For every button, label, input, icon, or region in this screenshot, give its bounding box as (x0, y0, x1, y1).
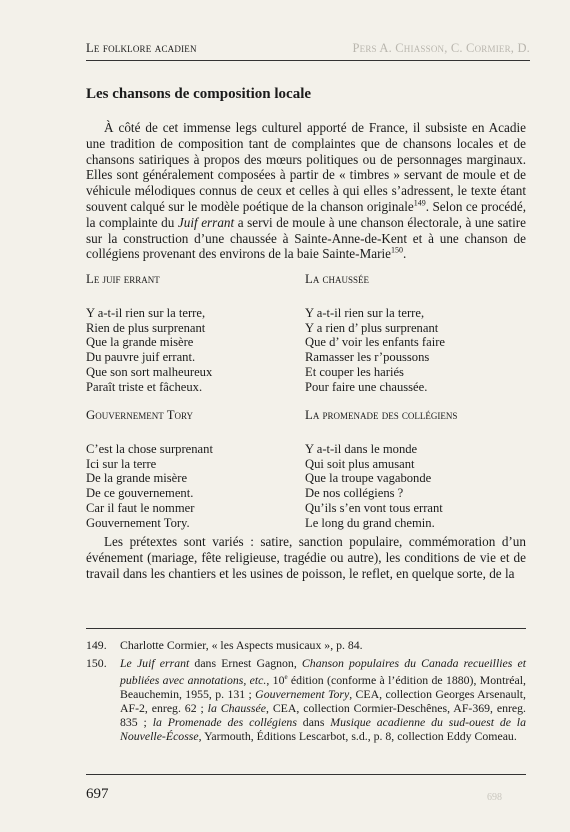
footnote-number: 149. (86, 638, 107, 652)
fn-span: , CEA, collection Georges Arsenault, AF-2, enreg. 62 ; (120, 686, 526, 715)
song-line: Que d’ voir les enfants faire (305, 335, 445, 350)
song-title: Le juif errant (86, 272, 160, 286)
song-line: Car il faut le nommer (86, 500, 195, 515)
fn-span: dans Ernest Gagnon, (189, 656, 302, 670)
song-line: De la grande misère (86, 471, 188, 486)
song-line: De nos collégiens ? (305, 486, 404, 501)
song-title: La promenade des collégiens (305, 408, 458, 422)
intro-text-1: À côté de cet immense legs culturel apporté de France, il subsiste en Acadie une tradition de composition tant de complaintes que de chansons locales et de chansons satiriques à propos des mœurs politiques ou de personnages marginaux. Elles sont généralement composées à partir de « timbres » servant de moule et de véhicule mélodiques connus de ceux et celles à qui elles s’adressent, le texte étant souvent calqué sur le modèle poétique de la chanson originale (86, 120, 526, 214)
song-title: La chaussée (305, 272, 370, 286)
paragraph-pretextes (86, 534, 526, 581)
song-line: Rien de plus surprenant (86, 320, 206, 335)
song-line: Y a-t-il rien sur la terre, (305, 305, 425, 320)
fn-span: , Yarmouth, Éditions Lescarbot, s.d., p. 8, collection Eddy Comeau. (198, 728, 517, 743)
song-line: C’est la chose surprenant (86, 441, 213, 456)
song-juif-errant (86, 272, 212, 395)
song-line: Paraît triste et fâcheux. (86, 379, 203, 394)
running-header (86, 38, 530, 61)
footnote-separator (86, 628, 526, 629)
intro-text-2: . Selon ce procédé, la complainte du (86, 198, 526, 230)
pretextes-text: Les prétextes sont variés : satire, sanction populaire, commémoration d’un événement (mariage, fête religieuse, tragédie ou autre), les conditions de vie et de travail dans les chantiers et les usines de poisson, le reflet, en quelque sorte, de la (86, 534, 526, 581)
fn-italic: Le Juif errant (120, 656, 190, 670)
fn-sup: e (284, 673, 288, 681)
running-header-ghost: Pers A. Chiasson, C. Cormier, D. (352, 41, 530, 55)
fn-span: , CEA, collection Cormier-Deschênes, AF-369, enreg. 835 ; (120, 700, 527, 729)
paragraph-intro (86, 120, 526, 262)
page-number: 697 (86, 786, 109, 802)
fn-span: , 10 (266, 672, 285, 687)
footnote-text: Charlotte Cormier, « les Aspects musicaux », p. 84. (120, 638, 363, 652)
song-line: Y a-t-il rien sur la terre, (86, 305, 206, 320)
song-line: Qui soit plus amusant (305, 456, 415, 471)
footnote-150 (86, 656, 526, 743)
song-line: Que la troupe vagabonde (305, 471, 432, 486)
footer-rule (86, 774, 526, 775)
fn-italic: Chanson populaires du Canada recueillies et publiées avec annotations, etc. (120, 656, 526, 687)
song-line: Gouvernement Tory. (86, 515, 190, 530)
song-line: De ce gouvernement. (86, 486, 194, 501)
intro-text-3: a servi de moule à une chanson électorale, à une satire sur la construction d’une chaussée à Sainte-Anne-de-Kent et à une chanson de collégiens provenant des environs de la baie Sainte-Marie (86, 214, 527, 262)
song-title: Gouvernement Tory (86, 408, 194, 422)
song-line: Le long du grand chemin. (305, 515, 435, 530)
song-line: Ramasser les r’poussons (305, 350, 430, 365)
footnote-ref-149: 149 (413, 198, 426, 208)
footnote-number: 150. (86, 656, 107, 670)
fn-italic: la Promenade des collégiens (152, 714, 297, 729)
song-la-chaussee (305, 272, 445, 395)
song-gouvernement-tory (86, 408, 213, 531)
song-line: Du pauvre juif errant. (86, 350, 196, 365)
section-title: Les chansons de composition locale (86, 86, 312, 102)
fn-italic: Musique acadienne du sud-ouest de la Nouvelle-Écosse (120, 714, 526, 743)
fn-span: dans (296, 714, 331, 729)
footnote-ref-150: 150 (391, 245, 404, 255)
song-line: Que son sort malheureux (86, 364, 213, 379)
song-line: Que la grande misère (86, 335, 194, 350)
footnote-149 (86, 638, 526, 652)
song-line: Y a-t-il dans le monde (305, 441, 418, 456)
song-line: Ici sur la terre (86, 456, 157, 471)
running-header-title: Le folklore acadien (86, 41, 197, 55)
song-promenade-collegiens (305, 408, 457, 531)
fn-span: édition (conforme à l’édition de 1880), Montréal, Beauchemin, 1955, p. 131 ; (120, 672, 526, 701)
song-line: Et couper les hariés (305, 364, 404, 379)
song-line: Qu’ils s’en vont tous errant (305, 500, 443, 515)
intro-text-4: . (403, 246, 407, 262)
footnote-text (120, 656, 526, 743)
fn-italic: la Chaussée (207, 700, 266, 715)
song-line: Pour faire une chaussée. (305, 379, 428, 394)
intro-italic-juif-errant: Juif errant (177, 214, 235, 230)
fn-italic: Gouvernement Tory (255, 686, 350, 701)
song-line: Y a rien d’ plus surprenant (305, 320, 439, 335)
page-number-ghost: 698 (487, 792, 502, 803)
